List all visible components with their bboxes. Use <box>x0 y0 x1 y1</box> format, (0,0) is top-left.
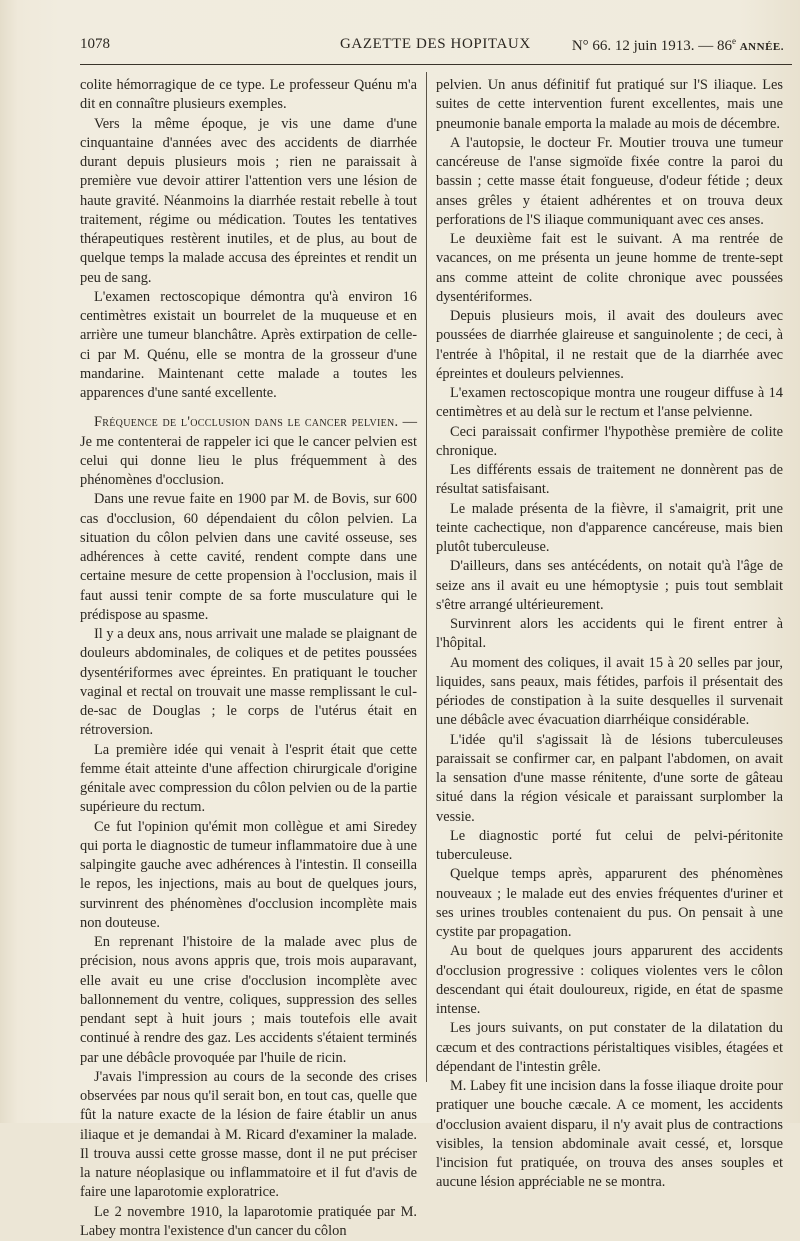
journal-title: GAZETTE DES HOPITAUX <box>340 36 531 53</box>
paragraph: Les différents essais de traitement ne donnèrent pas de résultat satisfaisant. <box>436 461 783 500</box>
left-column <box>80 76 417 1241</box>
paragraph: Il y a deux ans, nous arrivait une malade se plaignant de douleurs abdominales, de coliques et de petites poussées dysentériformes avec épreintes. En pratiquant le toucher vaginal et rectal on trouvait une masse remplissant le cul-de-sac de Douglas ; le corps de l'utérus était en rétroversion. <box>80 625 417 741</box>
paragraph: colite hémorragique de ce type. Le professeur Quénu m'a dit en connaître plusieurs exemples. <box>80 76 417 115</box>
issue-info <box>572 36 784 55</box>
paragraph: L'idée qu'il s'agissait là de lésions tuberculeuses paraissait se confirmer car, en palpant l'abdomen, on avait la sensation d'une masse rénitente, d'une sorte de gâteau situé dans la région vésicale et paraissant surplomber la vessie. <box>436 731 783 827</box>
paragraph: J'avais l'impression au cours de la seconde des crises observées par nous qu'il serait bon, en tout cas, quelle que fût la nature exacte de la lésion de faire établir un anus iliaque et je demandai à M. Ricard d'examiner la malade. Il trouva aussi cette grosse masse, dont il ne put préciser la nature néoplasique ou inflammatoire et il fut d'avis de faire une laparotomie exploratrice. <box>80 1068 417 1203</box>
right-column <box>436 76 783 1193</box>
issue-ordinal-suffix: e <box>732 36 736 46</box>
paragraph: D'ailleurs, dans ses antécédents, on notait qu'à l'âge de seize ans il avait eu une hémoptysie ; puis tout semblait s'être arrangé ultérieurement. <box>436 557 783 615</box>
paragraph: Ce fut l'opinion qu'émit mon collègue et ami Siredey qui porta le diagnostic de tumeur inflammatoire due à une salpingite gauche avec adhérences à l'intestin. Il conseilla le repos, les injections, mais au bout de quelques jours, survinrent des phénomènes d'occlusion incomplète mais non douteuse. <box>80 818 417 934</box>
paragraph: Le deuxième fait est le suivant. A ma rentrée de vacances, on me présenta un jeune homme de trente-sept ans comme atteint de colite chronique avec poussées dysentériformes. <box>436 230 783 307</box>
header-rule <box>80 64 792 65</box>
paragraph: L'examen rectoscopique démontra qu'à environ 16 centimètres existait un bourrelet de la muqueuse et en arrière une tumeur blanchâtre. Après extirpation de celle-ci par M. Quénu, elle se montra de la grosseur d'une mandarine. Maintenant cette malade a toutes les apparences d'une santé excellente. <box>80 288 417 404</box>
paragraph: Le 2 novembre 1910, la laparotomie pratiquée par M. Labey montra l'existence d'un cancer du côlon <box>80 1203 417 1241</box>
issue-number-date: N° 66. 12 juin 1913. — 86 <box>572 38 732 54</box>
paragraph: Ceci paraissait confirmer l'hypothèse première de colite chronique. <box>436 423 783 462</box>
issue-year-label: ANNÉE. <box>740 41 784 53</box>
section-title: Fréquence de l'occlusion dans le cancer pelvien. <box>94 414 398 430</box>
paragraph: pelvien. Un anus définitif fut pratiqué sur l'S iliaque. Les suites de cette intervention furent excellentes, mais une pneumonie banale emporta la malade au mois de décembre. <box>436 76 783 134</box>
paragraph: Survinrent alors les accidents qui le firent entrer à l'hôpital. <box>436 615 783 654</box>
column-divider <box>426 72 427 1082</box>
paragraph: Au bout de quelques jours apparurent des accidents d'occlusion progressive : coliques violentes vers le côlon descendant qui était douloureux, rigide, en état de spasme intense. <box>436 942 783 1019</box>
paragraph: M. Labey fit une incision dans la fosse iliaque droite pour pratiquer une bouche cæcale. A ce moment, les accidents d'occlusion avaient disparu, il n'y avait plus de contractions visibles, la tension abdominale avait cessé, et, lorsque l'incision fut pratiquée, on trouva des anses souples et aucune lésion appréciable ne se montra. <box>436 1077 783 1193</box>
paragraph: Depuis plusieurs mois, il avait des douleurs avec poussées de diarrhée glaireuse et sanguinolente ; de ceci, à l'entrée à l'hôpital, il ne restait que de la diarrhée avec épreintes et douleurs pelviennes. <box>436 307 783 384</box>
section-text: — Je me contenterai de rappeler ici que le cancer pelvien est celui qui donne lieu le plus fréquemment à des phénomènes d'occlusion. <box>80 414 417 488</box>
paragraph: Les jours suivants, on put constater de la dilatation du cæcum et des contractions péristaltiques visibles, étagées et dépendant de l'intestin grêle. <box>436 1019 783 1077</box>
paragraph: Le diagnostic porté fut celui de pelvi-péritonite tuberculeuse. <box>436 827 783 866</box>
paragraph: En reprenant l'histoire de la malade avec plus de précision, nous avons appris que, trois mois auparavant, elle avait eu une crise d'occlusion incomplète avec ballonnement du ventre, coliques, suppression des selles pendant sept à huit jours ; mais toutefois elle avait continué à rendre des gaz. Les accidents s'étaient terminés par une débâcle provoquée par l'huile de ricin. <box>80 933 417 1068</box>
paragraph: A l'autopsie, le docteur Fr. Moutier trouva une tumeur cancéreuse de l'anse sigmoïde fixée contre la paroi du bassin ; cette masse était fongueuse, d'odeur fétide ; deux anses grêles y étaient adhérentes et on trouva deux perforations de l'S iliaque communiquant avec ces anses. <box>436 134 783 230</box>
paragraph: Au moment des coliques, il avait 15 à 20 selles par jour, liquides, sans peaux, mais fétides, parfois il présentait des périodes de constipation à la suite desquelles il survenait une débâcle avec évacuation diarrhéique considérable. <box>436 654 783 731</box>
page-number: 1078 <box>80 36 110 53</box>
section-paragraph <box>80 413 417 490</box>
page-header <box>80 36 792 58</box>
paragraph: Vers la même époque, je vis une dame d'une cinquantaine d'années avec des accidents de diarrhée durant depuis plusieurs mois ; rien ne paraissait à première vue devoir attirer l'attention vers une lésion de haute gravité. Néanmoins la diarrhée restait rebelle à tout traitement, régime ou médication. Toutes les tentatives thérapeutiques restèrent inutiles, et de plus, au bout de quelque temps la malade accusa des épreintes et rendit un peu de sang. <box>80 115 417 288</box>
paragraph: Quelque temps après, apparurent des phénomènes nouveaux ; le malade eut des envies fréquentes d'uriner et ses urines troubles contenaient du pus. On pensait à une cystite par propagation. <box>436 865 783 942</box>
paragraph: Le malade présenta de la fièvre, il s'amaigrit, prit une teinte cachectique, non d'apparence cancéreuse, mais bien plutôt tuberculeuse. <box>436 500 783 558</box>
paragraph: Dans une revue faite en 1900 par M. de Bovis, sur 600 cas d'occlusion, 60 dépendaient du côlon pelvien. La situation du côlon pelvien dans une cavité osseuse, ses adhérences à cette cavité, rendent compte dans une certaine mesure de cette propension à l'occlusion, mais il faut aussi tenir compte de sa forte musculature qui le prédispose au spasme. <box>80 490 417 625</box>
paragraph: La première idée qui venait à l'esprit était que cette femme était atteinte d'une affection chirurgicale d'origine génitale avec compression du côlon pelvien ou de la partie supérieure du rectum. <box>80 741 417 818</box>
paragraph: L'examen rectoscopique montra une rougeur diffuse à 14 centimètres et au delà sur le rectum et l'anse pelvienne. <box>436 384 783 423</box>
